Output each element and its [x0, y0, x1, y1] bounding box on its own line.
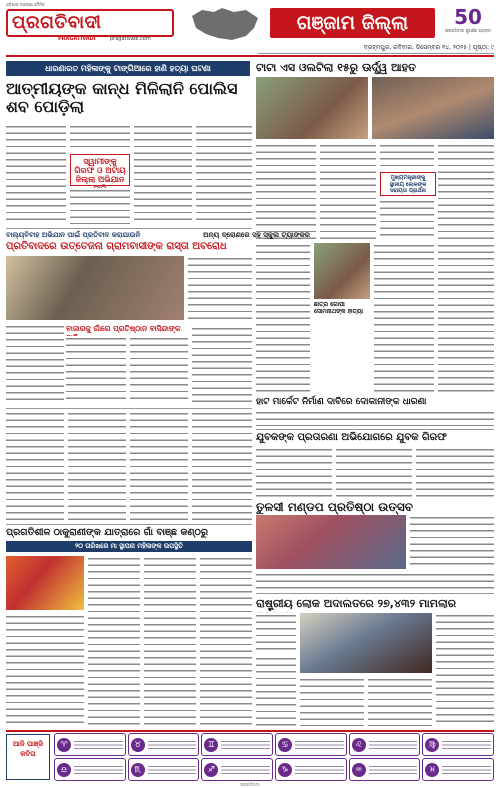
thakurani-story-sub: ୨୦ ତାରିଖରେ ମା ସ୍ଥାପନା ମହିଳାଙ୍କ ଉପସ୍ଥିତି — [6, 541, 252, 552]
zodiac-item[interactable] — [349, 733, 421, 756]
date-line: ବ୍ରହ୍ମପୁର, ରବିବାର, ଡିସେମ୍ବର ୧୪, ୨୦୨୫ | ପୃଷ୍ଠା: ୯ — [258, 44, 494, 54]
section-divider — [6, 524, 252, 525]
tata-story-column-3b — [380, 199, 434, 239]
student-photo-caption: ଛାତ୍ର ଗୋପୀ ସୋମନାଥଙ୍କ ହାତ୍ୟା — [314, 301, 364, 315]
zodiac-item[interactable] — [275, 733, 347, 756]
libra-icon: ♎ — [57, 763, 71, 777]
tata-story-headline[interactable]: ଟାଟା ଏସ ଓଲଟିଲା ୧୫ରୁ ଊର୍ଦ୍ଧ୍ୱ ଆହତ — [256, 61, 416, 74]
golden-jubilee-logo: 50 — [454, 5, 482, 29]
left-lower-column-2 — [68, 411, 126, 521]
tata-accident-photo-1[interactable] — [256, 77, 368, 139]
zodiac-item[interactable] — [128, 758, 200, 781]
drone-story-column-3 — [374, 243, 434, 393]
village-protest-photo[interactable] — [6, 256, 184, 320]
left-lower-column-4 — [192, 411, 252, 521]
village-story-column-1 — [6, 324, 64, 404]
logo-english: PRAGATIVADI — [58, 36, 96, 42]
lok-adalat-photo[interactable] — [300, 613, 432, 673]
gemini-icon: ♊ — [204, 738, 218, 752]
village-story-column-2 — [66, 336, 126, 404]
tata-story-column-2 — [320, 143, 376, 239]
market-story-text — [256, 410, 494, 426]
website-url[interactable]: pragativadi.com — [110, 36, 151, 42]
left-lower-column-1 — [6, 411, 64, 521]
main-story-column-2 — [70, 124, 130, 152]
zodiac-item[interactable] — [128, 733, 200, 756]
main-story-kicker: ଧାରଣାରତ ମହିଳାଙ୍କୁ ଟାଙ୍ଗିଆରେ ହାଣି ହତ୍ୟା ଘଟଣା — [6, 61, 250, 76]
drone-story-column-4 — [438, 243, 494, 393]
tata-accident-photo-2[interactable] — [372, 77, 494, 139]
district-map-icon — [188, 6, 263, 44]
main-story-box-head: ସ୍ୱାମୀଙ୍କୁ ଗିରଫ ଓ ଅଟାୟ ଜିଲ୍ଲା ଅଭିଯାନ — [74, 157, 126, 184]
youth-story-column-1 — [256, 447, 332, 497]
tulsi-story-text — [256, 572, 494, 590]
youth-story-headline[interactable]: ଯୁବକଙ୍କ ପ୍ରତାରଣା ଅଭିଯୋଗରେ ଯୁବକ ଗିରଫ — [256, 432, 447, 443]
main-story-highlight-box — [70, 154, 130, 186]
pisces-icon: ♓ — [425, 763, 439, 777]
virgo-icon: ♍ — [425, 738, 439, 752]
aquarius-icon: ♒ — [352, 763, 366, 777]
youth-story-column-2 — [336, 447, 412, 497]
thakurani-procession-photo[interactable] — [6, 556, 84, 610]
tata-story-box — [380, 172, 436, 196]
village-story-sub: ବାଜାରକୁ ଗାଁରେ ପ୍ରତିଷ୍ଠାନ ବାସିନ୍ଦାଙ୍କ — [66, 324, 181, 333]
drone-story-column-2 — [256, 243, 310, 393]
newspaper-logo[interactable]: ପ୍ରଗତିବାଦୀ — [6, 9, 174, 37]
thakurani-column-1 — [88, 556, 140, 726]
zodiac-item[interactable] — [201, 733, 273, 756]
thakurani-story-headline[interactable]: ପ୍ରଗତିଶୀଳ ଠାକୁରାଣୀଙ୍କ ଯାତ୍ରାରେ ଗାଁ ବାଞ୍ଛ କଣ୍ଠରୁ — [6, 527, 209, 538]
tata-story-box-head: ମୁଖ୍ୟମନ୍ତ୍ରୀଙ୍କୁ ସ୍ଥାନୀୟ ଲୋକଙ୍କ ସହାୟତା ପ୍ରାର୍ଥନା — [389, 175, 427, 194]
masthead-tagline: ଓଡ଼ିଶାର ଅଗ୍ରଣୀ ଦୈନିକ — [6, 2, 45, 7]
district-banner: ଗଞ୍ଜାମ ଜିଲ୍ଲା — [270, 8, 435, 38]
village-story-column-3 — [130, 336, 188, 404]
tulsi-story-side-text — [410, 515, 494, 569]
section-divider — [256, 593, 494, 594]
lok-adalat-column-1b — [256, 656, 296, 726]
market-story-headline[interactable]: ହାଟ ମାର୍କେଟ ନିର୍ମାଣ ଦାବିରେ ଦୋକାନୀଙ୍କ ଧାରଣା — [256, 397, 427, 407]
aries-icon: ♈ — [57, 738, 71, 752]
capricorn-icon: ♑ — [278, 763, 292, 777]
page-footer: ପ୍ରଗତିବାଦୀ — [240, 782, 260, 787]
zodiac-item[interactable] — [275, 758, 347, 781]
youth-story-column-3 — [416, 447, 494, 497]
lok-adalat-column-1 — [256, 613, 296, 653]
tata-story-column-1 — [256, 143, 316, 239]
village-story-kicker: ବାଲ୍ୟବିବାହ ଅଭିଯାନ ପାଇଁ ପ୍ରତିବାଦ କରାଯାଉନି — [6, 231, 141, 239]
main-story-column-1 — [6, 124, 66, 224]
section-divider — [256, 429, 494, 430]
thakurani-column-3 — [200, 556, 252, 726]
tulsi-story-headline[interactable]: ତୁଳସୀ ମଣ୍ଡପ ପ୍ରତିଷ୍ଠା ଉତ୍ସବ — [256, 500, 413, 514]
masthead-divider — [6, 55, 494, 57]
taurus-icon: ♉ — [131, 738, 145, 752]
section-divider — [6, 228, 252, 229]
zodiac-item[interactable] — [201, 758, 273, 781]
drone-story-kicker: ଅନ୍ୟ ଦ୍ରୋଣରେ ସହ ସ୍କୁଲ ଟ୍ୟାଙ୍କର — [203, 231, 310, 239]
lok-adalat-column-side — [436, 613, 494, 726]
main-story-column-4 — [196, 124, 252, 224]
section-divider — [6, 408, 252, 409]
sagittarius-icon: ♐ — [204, 763, 218, 777]
lok-adalat-headline[interactable]: ରାଷ୍ଟ୍ରୀୟ ଲୋକ ଅଦାଲତରେ ୨୭,୪୩୨ ମାମଲାର — [256, 597, 457, 610]
footer-poetry-box[interactable]: ଆଜି ପାଞ୍ଜି କବିତା — [6, 734, 50, 780]
left-lower-column-3 — [130, 411, 188, 521]
golden-jubilee-caption: ପ୍ରଗତିବାଦୀ ସୁବର୍ଣ୍ଣ ଜୟନ୍ତୀ — [445, 28, 491, 33]
tata-story-column-4 — [438, 143, 494, 239]
leo-icon: ♌ — [352, 738, 366, 752]
lok-adalat-column-2 — [300, 677, 364, 726]
footer-zodiac-grid — [54, 733, 494, 781]
tulsi-festival-photo[interactable] — [256, 515, 406, 569]
main-story-headline[interactable]: ଆତ୍ମୀୟଙ୍କ କାନ୍ଧ ମିଳିଲାନି ପୋଲିସ ଶବ ପୋଡ଼ିଲା — [6, 79, 238, 116]
zodiac-item[interactable] — [54, 758, 126, 781]
village-story-headline[interactable]: ପ୍ରତିବାଦରେ ଉତ୍ତେଜନା ଗ୍ରାମବାସୀଙ୍କ ରାସ୍ତା ଅବରୋଧ — [6, 241, 227, 252]
thakurani-column-left — [6, 614, 84, 726]
zodiac-item[interactable] — [422, 733, 494, 756]
tata-story-column-3 — [380, 143, 434, 169]
zodiac-item[interactable] — [54, 733, 126, 756]
zodiac-item[interactable] — [349, 758, 421, 781]
main-story-column-3 — [134, 124, 192, 224]
lok-adalat-column-3 — [368, 677, 432, 726]
scorpio-icon: ♏ — [131, 763, 145, 777]
drone-story-column-1 — [192, 326, 252, 404]
main-story-column-2b — [70, 188, 130, 224]
zodiac-item[interactable] — [422, 758, 494, 781]
village-story-column-side — [188, 256, 252, 320]
student-photo[interactable] — [314, 243, 370, 299]
cancer-icon: ♋ — [278, 738, 292, 752]
thakurani-column-2 — [144, 556, 196, 726]
